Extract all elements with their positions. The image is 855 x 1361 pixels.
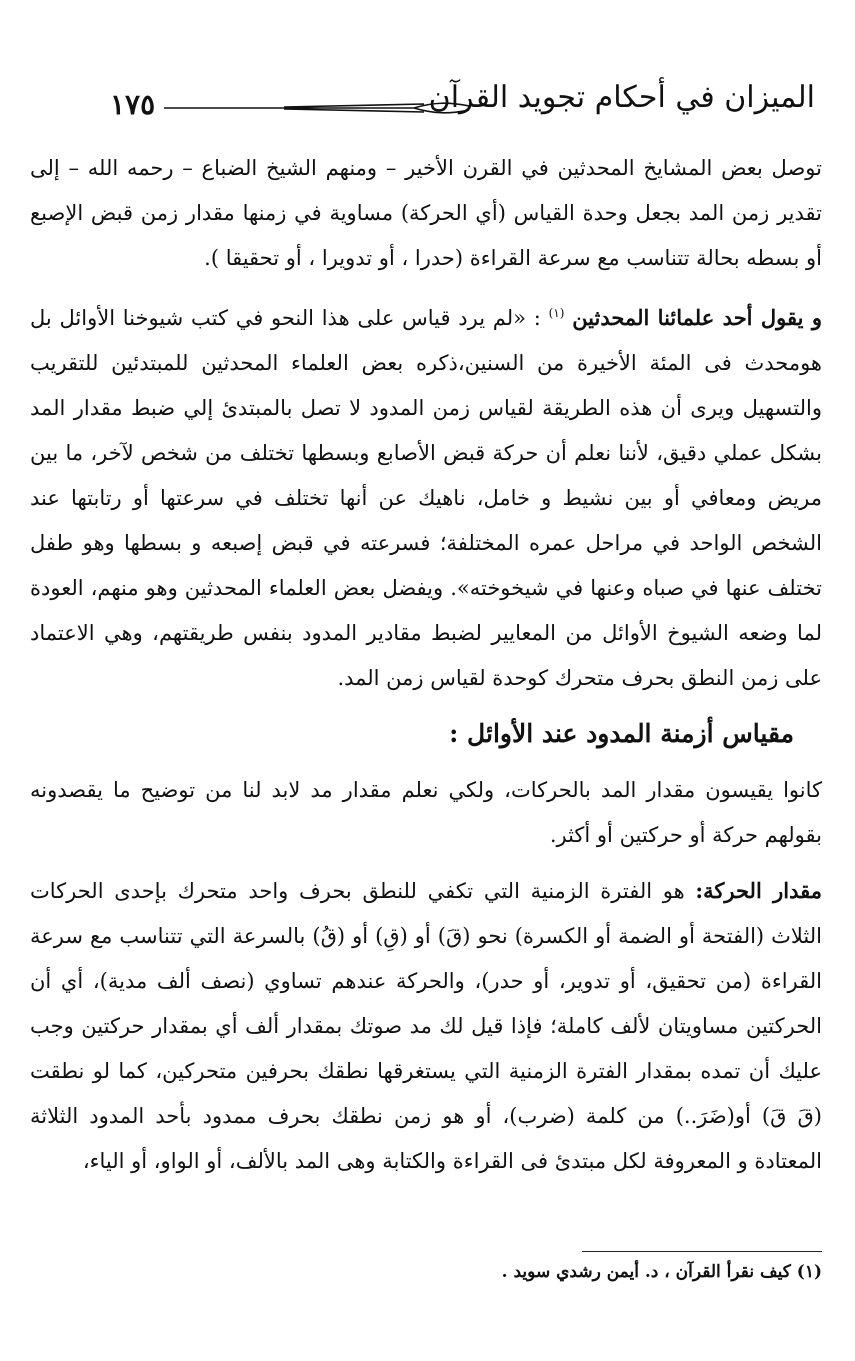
footnote-reference: (١): [548, 306, 565, 320]
paragraph-1: توصل بعض المشايخ المحدثين في القرن الأخير – ومنهم الشيخ الضباع – رحمه الله – إلى تقدير زمن المد بجعل وحدة القياس (أي الحركة) مساوية في زمنها مقدار زمن قبض الإصبع أو بسطه بحالة تتناسب مع سرعة القراءة (حدرا ، أو تدويرا ، أو تحقيقا ).: [30, 156, 822, 270]
page-header: [110, 78, 815, 128]
paragraph-4-body: هو الفترة الزمنية التي تكفي للنطق بحرف واحد متحرك بإحدى الحركات الثلاث (الفتحة أو الضمة أو الكسرة) نحو (قَ) أو (قِ) أو (قُ) بالسرعة التي تتناسب مع سرعة القراءة (من تحقيق، أو تدوير، أو حدر)، والحركة عندهم تساوي (نصف ألف مدية)، أي أن الحركتين مساويتان لألف كاملة؛ فإذا قيل لك مد صوتك بمقدار ألف أي بمقدار حركتين وجب عليك أن تمده بمقدار الفترة الزمنية التي يستغرقها نطقك بحرفين متحركين، كما لو نطقت (قَ قَ) أو(ضَرَ..) من كلمة (ضرب)، أو هو زمن نطقك بحرف ممدود بأحد المدود الثلاثة المعتادة و المعروفة لكل مبتدئ فى القراءة والكتابة وهى المد بالألف، أو الواو، أو الياء،: [30, 879, 822, 1173]
paragraph-4-lead: مقدار الحركة:: [695, 878, 822, 903]
paragraph-2-lead: و يقول أحد علمائنا المحدثين: [572, 305, 822, 330]
footnote-separator: [582, 1251, 822, 1252]
running-title: الميزان في أحكام تجويد القرآن: [428, 80, 815, 115]
paragraph-3: كانوا يقيسون مقدار المد بالحركات، ولكي نعلم مقدار مد لابد لنا من توضيح ما يقصدونه بقولهم حركة أو حركتين أو أكثر.: [30, 778, 822, 847]
paragraph-2-body: : «لم يرد قياس على هذا النحو في كتب شيوخنا الأوائل بل هومحدث فى المئة الأخيرة من السنين،ذكره بعض العلماء المحدثين للمبتدئين للتقريب والتسهيل ويرى أن هذه الطريقة لقياس زمن المدود لا تصل بالمبتدئ إلي ضبط مقدار المد بشكل عملي دقيق، لأننا نعلم أن حركة قبض الأصابع وبسطها تختلف من شخص لآخر، ما بين مريض ومعافي أو بين نشيط و خامل، ناهيك عن أنها تختلف في سرعتها أو رتابتها عند الشخص الواحد في مراحل عمره المختلفة؛ فسرعته في قبض إصبعه و بسطها وهو طفل تختلف عنها في صباه وعنها في شيخوخته». ويفضل بعض العلماء المحدثين وهو منهم، العودة لما وضعه الشيوخ الأوائل من المعايير لضبط مقادير المدود بنفس طريقتهم، وهي الاعتماد على زمن النطق بحرف متحرك كوحدة لقياس زمن المد.: [30, 306, 822, 690]
page-number: ١٧٥: [110, 88, 156, 121]
paragraph-4: [30, 868, 822, 1184]
body-text: [30, 146, 822, 1194]
footnote: (١) كيف نقرأ القرآن ، د. أيمن رشدي سويد .: [501, 1262, 822, 1282]
header-ornament-line: [164, 100, 469, 116]
section-heading: مقياس أزمنة المدود عند الأوائل :: [449, 719, 794, 748]
paragraph-2: [30, 291, 822, 701]
